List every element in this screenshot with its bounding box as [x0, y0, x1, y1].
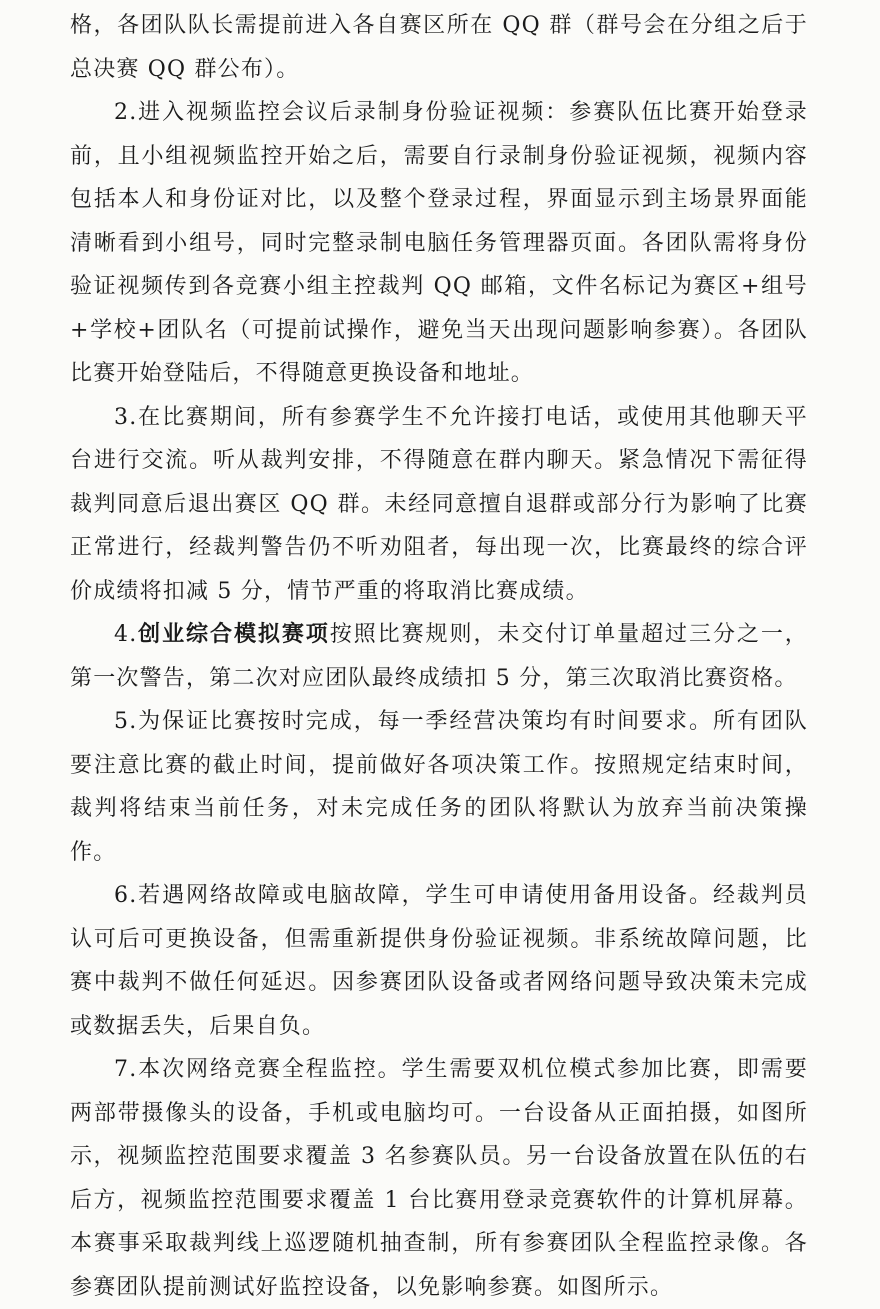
- paragraph-continuation: 格，各团队队长需提前进入各自赛区所在 QQ 群（群号会在分组之后于总决赛 QQ 群公布）。: [70, 13, 808, 82]
- item-4-text: 按照比赛规则，未交付订单量超过三分之一，第一次警告，第二次对应团队最终成绩扣 5 分，第三次取消比赛资格。: [70, 622, 808, 691]
- paragraph-item-4: [70, 613, 808, 700]
- paragraph-item-3: 3.在比赛期间，所有参赛学生不允许接打电话，或使用其他聊天平台进行交流。听从裁判安排，不得随意在群内聊天。紧急情况下需征得裁判同意后退出赛区 QQ 群。未经同意擅自退群或部分行为影响了比赛正常进行，经裁判警告仍不听劝阻者，每出现一次，比赛最终的综合评价成绩将扣减 5 分，情节严重的将取消比赛成绩。: [70, 404, 808, 604]
- paragraph-item-6: 6.若遇网络故障或电脑故障，学生可申请使用备用设备。经裁判员认可后可更换设备，但需重新提供身份验证视频。非系统故障问题，比赛中裁判不做任何延迟。因参赛团队设备或者网络问题导致决策未完成或数据丢失，后果自负。: [70, 883, 808, 1039]
- paragraph-item-2: 2.进入视频监控会议后录制身份验证视频：参赛队伍比赛开始登录前，且小组视频监控开始之后，需要自行录制身份验证视频，视频内容包括本人和身份证对比，以及整个登录过程，界面显示到主场景界面能清晰看到小组号，同时完整录制电脑任务管理器页面。各团队需将身份验证视频传到各竞赛小组主控裁判 QQ 邮箱，文件名标记为赛区+组号+学校+团队名（可提前试操作，避免当天出现问题影响参赛）。各团队比赛开始登陆后，不得随意更换设备和地址。: [70, 100, 808, 386]
- paragraph-item-5: 5.为保证比赛按时完成，每一季经营决策均有时间要求。所有团队要注意比赛的截止时间，提前做好各项决策工作。按照规定结束时间，裁判将结束当前任务，对未完成任务的团队将默认为放弃当前决策操作。: [70, 709, 808, 865]
- paragraph-item-7: 7.本次网络竞赛全程监控。学生需要双机位模式参加比赛，即需要两部带摄像头的设备，手机或电脑均可。一台设备从正面拍摄，如图所示，视频监控范围要求覆盖 3 名参赛队员。另一台设备放置在队伍的右后方，视频监控范围要求覆盖 1 台比赛用登录竞赛软件的计算机屏幕。本赛事采取裁判线上巡逻随机抽查制，所有参赛团队全程监控录像。各参赛团队提前测试好监控设备，以免影响参赛。如图所示。: [70, 1057, 808, 1300]
- item-4-bold-term: 创业综合模拟赛项: [137, 621, 330, 647]
- item-4-number: 4.: [114, 622, 138, 647]
